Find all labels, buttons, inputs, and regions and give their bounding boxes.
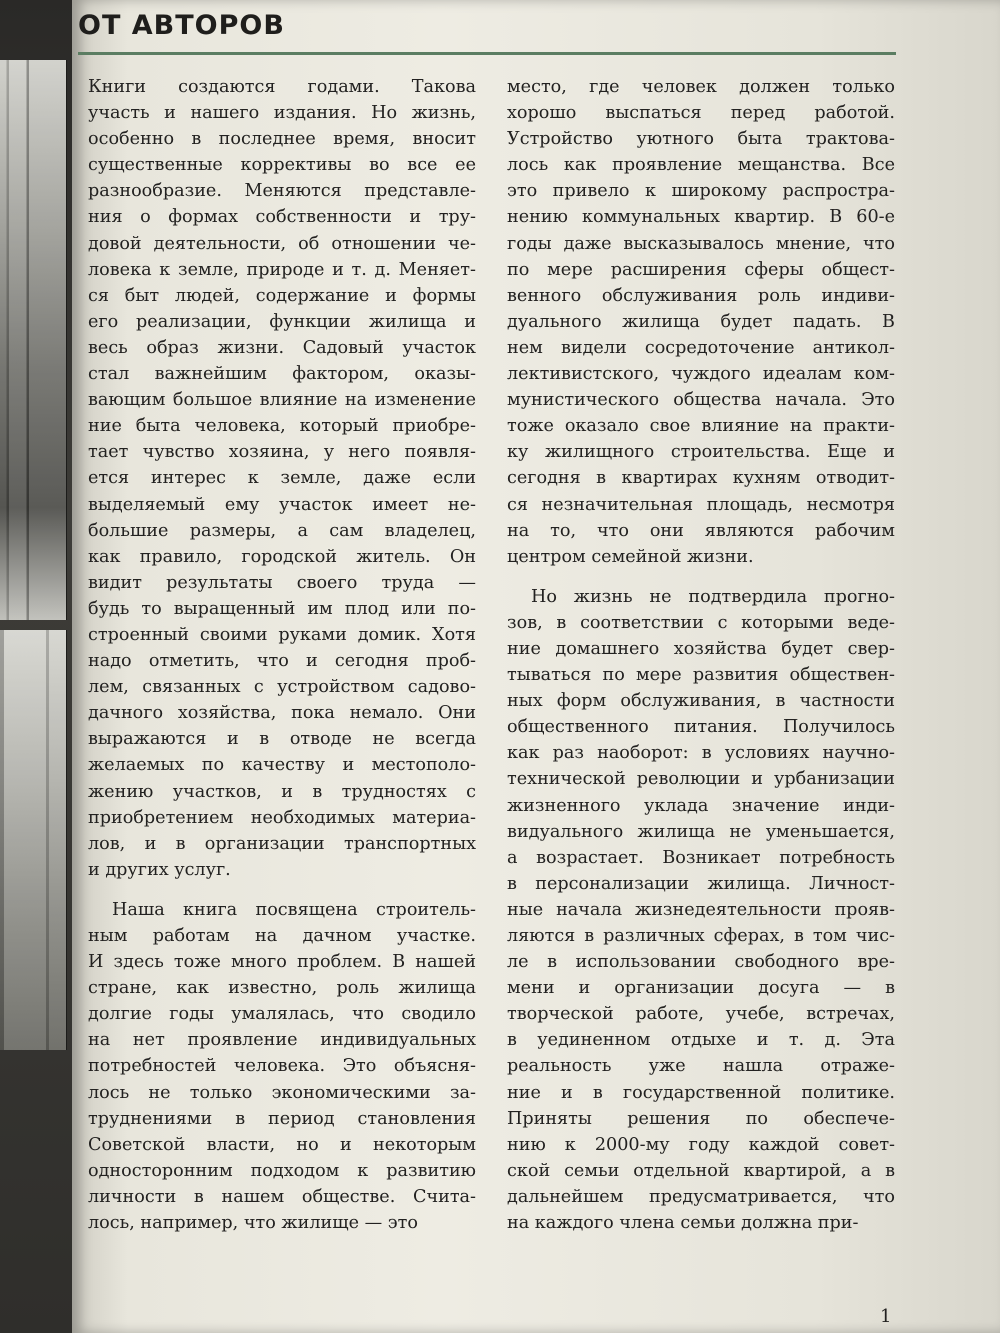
text-line: ской семьи отдельной квартирой, а в — [507, 1160, 895, 1181]
text-line: дуального жилища будет падать. В — [507, 311, 895, 332]
text-line: а возрастает. Возникает потребность — [507, 847, 895, 868]
text-line: вающим большое влияние на изменение — [88, 390, 476, 411]
right-column — [507, 74, 895, 1236]
text-line: довой деятельности, об отношении че- — [88, 233, 476, 254]
text-line: выражаются и в отводе не всегда — [88, 729, 476, 750]
text-line: ных форм обслуживания, в частности — [507, 691, 895, 712]
text-line: личности в нашем обществе. Счита- — [88, 1186, 476, 1207]
text-line: лем, связанных с устройством садово- — [88, 677, 476, 698]
text-line: дальнейшем предусматривается, что — [507, 1186, 895, 1207]
text-line: стал важнейшим фактором, оказы- — [88, 364, 476, 385]
text-line: на каждого члена семьи должна при- — [507, 1213, 859, 1234]
text-line: большие размеры, а сам владелец, — [88, 520, 476, 541]
page-number: 1 — [880, 1306, 892, 1327]
text-line: ние быта человека, который приобре- — [88, 416, 476, 437]
text-line: место, где человек должен только — [507, 77, 895, 97]
text-line: хорошо выспаться перед работой. — [507, 103, 895, 124]
text-line: Но жизнь не подтвердила прогно- — [531, 586, 895, 607]
text-line: Советской власти, но и некоторым — [88, 1134, 476, 1155]
text-line: ния о формах собственности и тру- — [88, 207, 476, 228]
text-line: участь и нашего издания. Но жизнь, — [88, 103, 476, 124]
text-line: ные начала жизнедеятельности прояв- — [507, 899, 895, 920]
text-line: ку жилищного строительства. Еще и — [507, 442, 895, 463]
text-line: творческой работе, учебе, встречах, — [507, 1004, 895, 1025]
text-line: на нет проявление индивидуальных — [88, 1030, 476, 1051]
text-line: ся быт людей, содержание и формы — [88, 285, 476, 306]
text-line: мени и организации досуга — в — [507, 978, 895, 999]
text-line: желаемых по качеству и местополо- — [88, 755, 476, 776]
text-line: лось не только экономическими за- — [88, 1082, 476, 1103]
paragraph-gap — [507, 570, 895, 584]
text-line: труднениями в период становления — [88, 1108, 476, 1129]
text-line: видуального жилища не уменьшается, — [507, 821, 895, 842]
text-line: ловека к земле, природе и т. д. Меняет- — [88, 259, 476, 280]
text-line: видит результаты своего труда — — [88, 572, 476, 593]
text-line: существенные коррективы во все ее — [88, 155, 476, 176]
text-line: ся незначительная площадь, несмотря — [507, 494, 895, 515]
left-column — [88, 74, 476, 1236]
text-line: потребностей человека. Это объясня- — [88, 1056, 476, 1077]
text-line: ляются в различных сферах, в том чис- — [507, 926, 895, 946]
text-line: лов, и в организации транспортных — [88, 833, 476, 854]
text-line: это привело к широкому распростра- — [507, 181, 895, 202]
text-line: Устройство уютного быта трактова- — [507, 129, 895, 150]
text-line: односторонним подходом к развитию — [88, 1160, 476, 1181]
text-line: Наша книга посвящена строитель- — [112, 899, 476, 920]
text-line: тает чувство хозяина, у него появля- — [88, 442, 476, 463]
text-line: надо отметить, что и сегодня проб- — [88, 651, 476, 672]
tree-photo — [0, 630, 67, 1050]
text-line: жению участков, и в трудностях с — [88, 781, 476, 802]
text-line: в персонализации жилища. Личност- — [507, 873, 895, 894]
title-rule — [78, 52, 896, 55]
text-line: его реализации, функции жилища и — [88, 311, 476, 332]
text-line: лось как проявление мещанства. Все — [507, 155, 895, 176]
text-line: венного обслуживания роль индиви- — [507, 285, 895, 306]
text-line: Приняты решения по обеспече- — [507, 1108, 895, 1129]
text-line: зов, в соответствии с которыми веде- — [507, 612, 895, 633]
text-line: ние и в государственной политике. — [507, 1082, 895, 1103]
text-line: по мере расширения сферы общест- — [507, 259, 895, 280]
text-line: ется интерес к земле, даже если — [88, 468, 476, 489]
adjacent-page-photos — [0, 0, 72, 1333]
text-line: технической революции и урбанизации — [507, 769, 895, 790]
text-line: нем видели сосредоточение антикол- — [507, 337, 895, 358]
book-page — [72, 0, 1000, 1333]
page-title: ОТ АВТОРОВ — [78, 10, 285, 41]
text-line: особенно в последнее время, вносит — [88, 129, 476, 150]
text-line: в уединенном отдыхе и т. д. Эта — [507, 1030, 895, 1051]
text-line: весь образ жизни. Садовый участок — [88, 337, 476, 358]
text-line: годы даже высказывалось мнение, что — [507, 233, 895, 254]
text-line: лективистского, чуждого идеалам ком- — [507, 364, 895, 385]
text-line: сегодня в квартирах кухням отводит- — [507, 468, 895, 489]
text-line: И здесь тоже много проблем. В нашей — [88, 952, 476, 973]
text-line: приобретением необходимых материа- — [88, 807, 476, 828]
paragraph-gap — [88, 883, 476, 897]
text-line: нию к 2000-му году каждой совет- — [507, 1134, 895, 1155]
text-line: общественного питания. Получилось — [507, 717, 895, 738]
text-line: тоже оказало свое влияние на практи- — [507, 416, 895, 437]
text-line: долгие годы умалялась, что сводило — [88, 1004, 476, 1025]
text-line: как правило, городской житель. Он — [88, 546, 476, 567]
text-line: ным работам на дачном участке. — [88, 926, 476, 946]
text-line: строенный своими руками домик. Хотя — [88, 624, 476, 645]
text-line: нению коммунальных квартир. В 60-е — [507, 207, 895, 228]
text-line: лось, например, что жилище — это — [88, 1213, 418, 1234]
text-line: стране, как известно, роль жилища — [88, 978, 476, 999]
text-line: ние домашнего хозяйства будет свер- — [507, 638, 895, 659]
text-line: как раз наоборот: в условиях научно- — [507, 743, 895, 764]
text-line: реальность уже нашла отраже- — [507, 1056, 895, 1077]
text-line: разнообразие. Меняются представле- — [88, 181, 476, 202]
text-line: будь то выращенный им плод или по- — [88, 598, 476, 619]
text-line: тываться по мере развития обществен- — [507, 665, 895, 686]
text-line: ле в использовании свободного вре- — [507, 952, 895, 973]
text-line: выделяемый ему участок имеет не- — [88, 494, 476, 515]
text-line: жизненного уклада значение инди- — [507, 795, 895, 816]
text-line: и других услуг. — [88, 859, 231, 880]
text-line: центром семейной жизни. — [507, 546, 754, 567]
text-line: Книги создаются годами. Такова — [88, 77, 476, 97]
text-line: дачного хозяйства, пока немало. Они — [88, 703, 476, 724]
text-line: мунистического общества начала. Это — [507, 390, 895, 411]
building-photo — [0, 60, 67, 620]
text-line: на то, что они являются рабочим — [507, 520, 895, 541]
